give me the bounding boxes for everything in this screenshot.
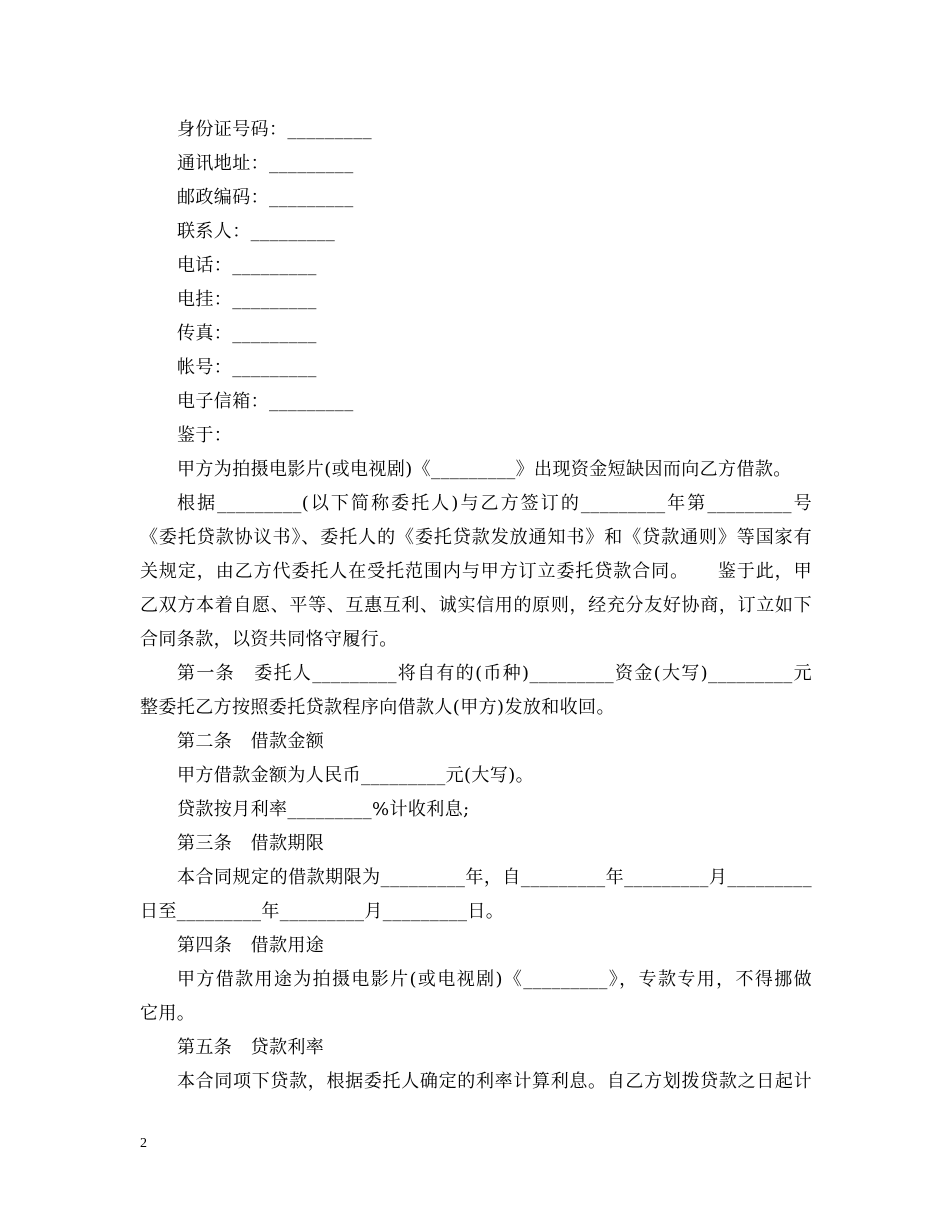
phone-line: 电话：_________ bbox=[177, 255, 317, 276]
paragraph-line: 合同条款，以资共同恪守履行。 bbox=[140, 629, 398, 650]
article-four-heading: 第四条 借款用途 bbox=[177, 935, 325, 956]
loan-purpose-line: 它用。 bbox=[140, 1003, 196, 1024]
interest-rate-line: 贷款按月利率_________%计收利息; bbox=[177, 799, 470, 820]
loan-term-line: 本合同规定的借款期限为_________年，自_________年_________月_________ bbox=[177, 867, 812, 888]
mailing-address-line: 通讯地址：_________ bbox=[177, 153, 354, 174]
article-one-line: 整委托乙方按照委托贷款程序向借款人(甲方)发放和收回。 bbox=[140, 697, 615, 718]
id-number-line: 身份证号码：_________ bbox=[177, 119, 372, 140]
paragraph-line: 甲方为拍摄电影片(或电视剧)《_________》出现资金短缺因而向乙方借款。 bbox=[177, 459, 792, 480]
whereas-heading: 鉴于： bbox=[177, 425, 233, 446]
paragraph-line: 乙双方本着自愿、平等、互惠互利、诚实信用的原则，经充分友好协商，订立如下 bbox=[140, 595, 812, 616]
article-two-heading: 第二条 借款金额 bbox=[177, 731, 325, 752]
paragraph-line: 关规定，由乙方代委托人在受托范围内与甲方订立委托贷款合同。 鉴于此，甲 bbox=[140, 561, 812, 582]
article-three-heading: 第三条 借款期限 bbox=[177, 833, 325, 854]
loan-purpose-line: 甲方借款用途为拍摄电影片(或电视剧)《_________》，专款专用，不得挪做 bbox=[177, 969, 812, 990]
telegram-line: 电挂：_________ bbox=[177, 289, 317, 310]
email-line: 电子信箱：_________ bbox=[177, 391, 354, 412]
loan-rate-line: 本合同项下贷款，根据委托人确定的利率计算利息。自乙方划拨贷款之日起计 bbox=[177, 1071, 812, 1092]
contact-person-line: 联系人：_________ bbox=[177, 221, 336, 242]
paragraph-line: 《委托贷款协议书》、委托人的《委托贷款发放通知书》和《贷款通则》等国家有 bbox=[140, 527, 812, 548]
loan-amount-line: 甲方借款金额为人民币_________元(大写)。 bbox=[177, 765, 535, 786]
paragraph-line: 根据_________(以下简称委托人)与乙方签订的_________年第_________号 bbox=[177, 493, 812, 514]
account-line: 帐号：_________ bbox=[177, 357, 317, 378]
fax-line: 传真：_________ bbox=[177, 323, 317, 344]
loan-term-line: 日至_________年_________月_________日。 bbox=[140, 901, 505, 922]
article-five-heading: 第五条 贷款利率 bbox=[177, 1037, 325, 1058]
page-number: 2 bbox=[140, 1136, 147, 1151]
document-body bbox=[140, 113, 812, 1099]
article-one-line: 第一条 委托人_________将自有的(币种)_________资金(大写)_________元 bbox=[177, 663, 812, 684]
postal-code-line: 邮政编码：_________ bbox=[177, 187, 354, 208]
